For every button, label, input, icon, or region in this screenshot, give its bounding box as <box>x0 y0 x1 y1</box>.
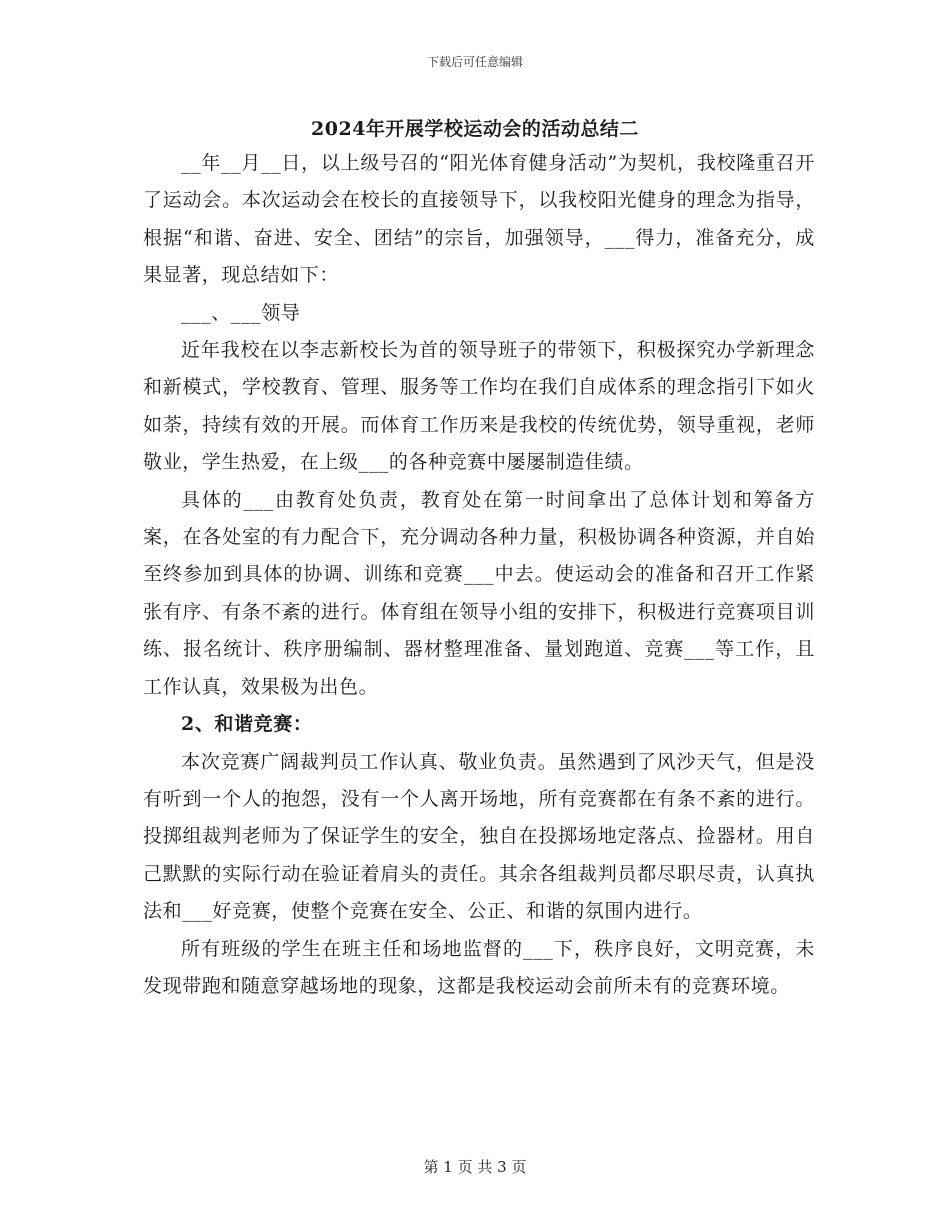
paragraph-organization: 具体的___由教育处负责，教育处在第一时间拿出了总体计划和筹备方案，在各处室的有力配合下，充分调动各种力量，积极协调各种资源，并自始至终参加到具体的协调、训练和竞赛___中去。使运动会的准备和召开工作紧张有序、有条不紊的进行。体育组在领导小组的安排下，积极进行竞赛项目训练、报名统计、秩序册编制、器材整理准备、量划跑道、竞赛___等工作，且工作认真，效果极为出色。 <box>143 488 815 698</box>
paragraph-students: 所有班级的学生在班主任和场地监督的___下，秩序良好，文明竞赛，未发现带跑和随意穿越场地的现象，这都是我校运动会前所未有的竞赛环境。 <box>143 937 815 997</box>
paragraph-referees: 本次竞赛广阔裁判员工作认真、敬业负责。虽然遇到了风沙天气，但是没有听到一个人的抱怨，没有一个人离开场地，所有竞赛都在有条不紊的进行。投掷组裁判老师为了保证学生的安全，独自在投掷场地定落点、捡器材。用自己默默的实际行动在验证着肩头的责任。其余各组裁判员都尽职尽责，认真执法和___好竞赛，使整个竞赛在安全、公正、和谐的氛围内进行。 <box>143 750 815 923</box>
paragraph-leadership: 近年我校在以李志新校长为首的领导班子的带领下，积极探究办学新理念和新模式，学校教育、管理、服务等工作均在我们自成体系的理念指引下如火如荼，持续有效的开展。而体育工作历来是我校的传统优势，领导重视，老师敬业，学生热爱，在上级___的各种竞赛中屡屡制造佳绩。 <box>143 339 815 474</box>
paragraph-intro: __年__月__日，以上级号召的“阳光体育健身活动”为契机，我校隆重召开了运动会。本次运动会在校长的直接领导下，以我校阳光健身的理念为指导，根据“和谐、奋进、安全、团结”的宗旨，加强领导，___得力，准备充分，成果显著，现总结如下： <box>143 152 815 287</box>
document-body <box>143 145 815 1005</box>
page-header-note: 下载后可任意编辑 <box>426 55 523 69</box>
page-number: 第 1 页 共 3 页 <box>423 1158 527 1176</box>
section2-heading: 2、和谐竞赛： <box>181 713 313 736</box>
document-title: 2024年开展学校运动会的活动总结二 <box>311 118 639 140</box>
paragraph-section1-heading: ___、___领导 <box>181 301 301 324</box>
